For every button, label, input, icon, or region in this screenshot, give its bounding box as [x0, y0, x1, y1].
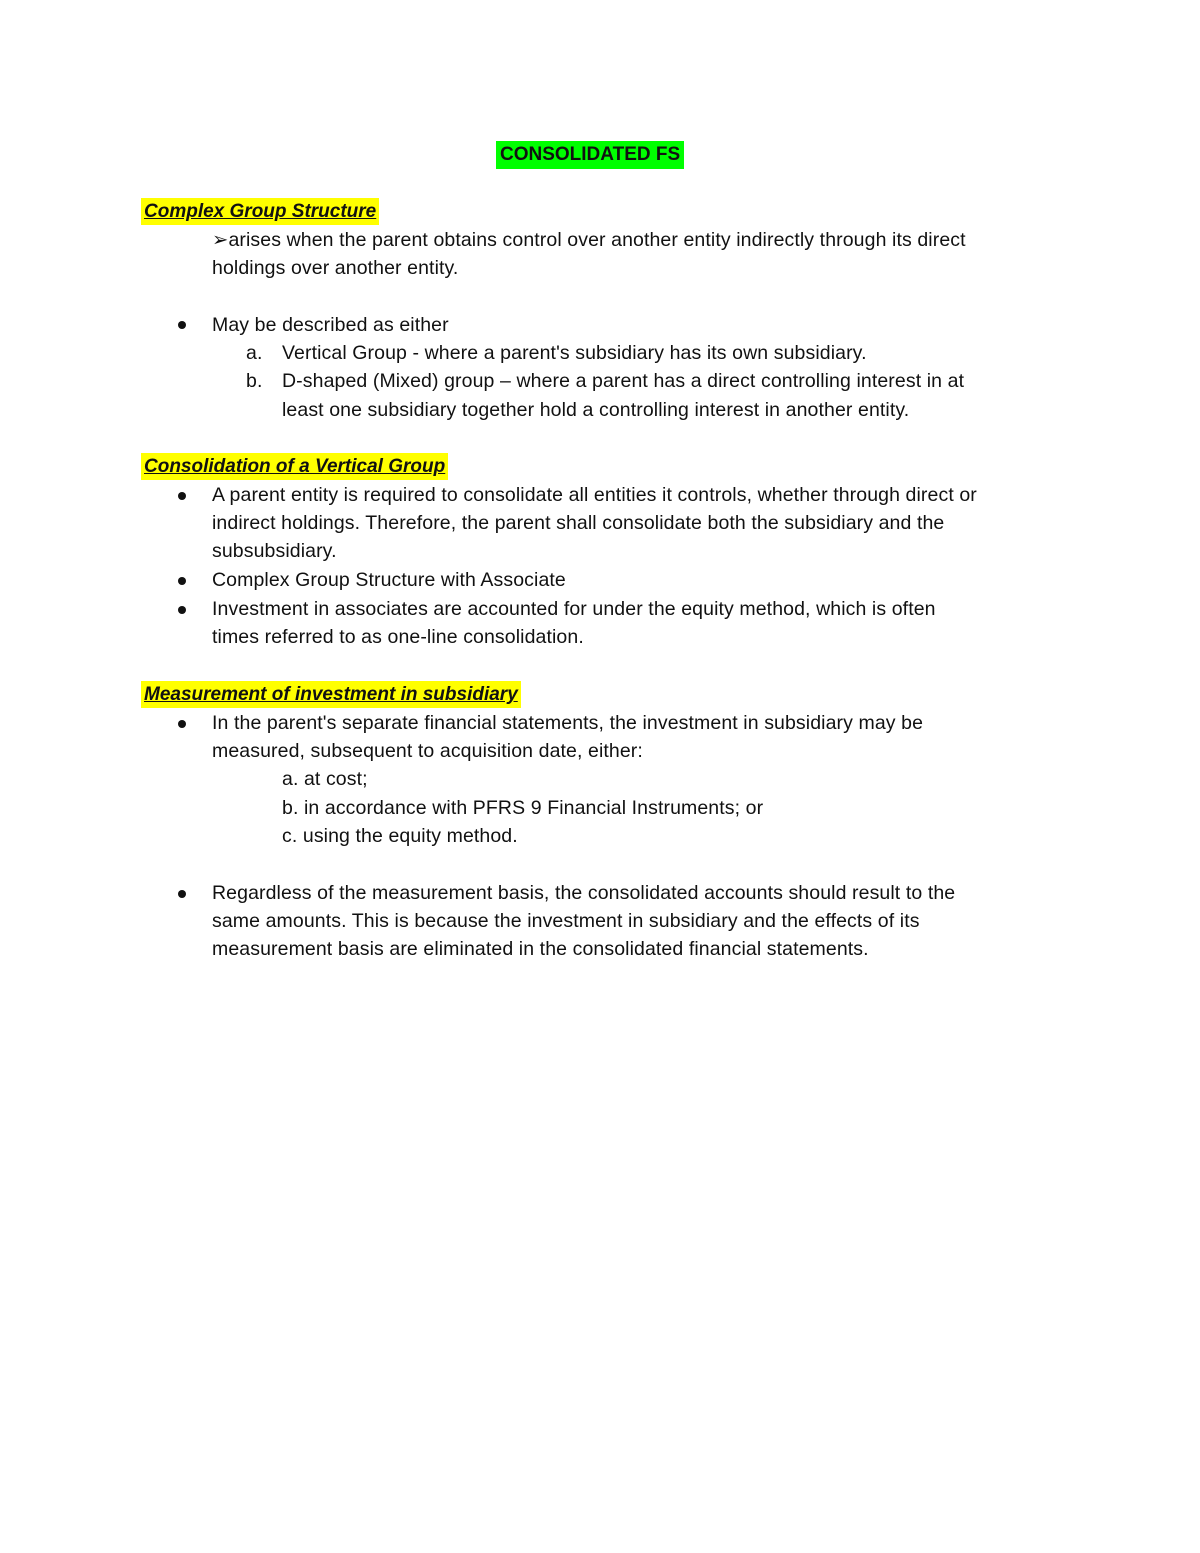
list-item: Complex Group Structure with Associate: [212, 569, 566, 591]
bullet-icon: [178, 492, 186, 500]
section-heading-consolidation-vertical-group: Consolidation of a Vertical Group: [141, 453, 448, 480]
list-item: Regardless of the measurement basis, the consolidated accounts should result to the: [212, 882, 956, 904]
sub-item: a. at cost;: [282, 768, 368, 790]
list-item: indirect holdings. Therefore, the parent shall consolidate both the subsidiary and the: [212, 512, 945, 534]
bullet-icon: [178, 321, 186, 329]
list-item: same amounts. This is because the investment in subsidiary and the effects of its: [212, 910, 920, 932]
list-item: subsubsidiary.: [212, 540, 337, 562]
section-heading-complex-group-structure: Complex Group Structure: [141, 198, 379, 225]
list-item: Investment in associates are accounted for under the equity method, which is often: [212, 598, 936, 620]
list-item: measurement basis are eliminated in the consolidated financial statements.: [212, 938, 869, 960]
list-item: measured, subsequent to acquisition date, either:: [212, 740, 643, 762]
arrow-item-line: holdings over another entity.: [212, 257, 459, 279]
section-heading-measurement-investment: Measurement of investment in subsidiary: [141, 681, 521, 708]
document-title: CONSOLIDATED FS: [496, 141, 684, 169]
sub-item: c. using the equity method.: [282, 825, 518, 847]
sub-item: least one subsidiary together hold a controlling interest in another entity.: [282, 399, 910, 421]
arrow-item-line: ➢arises when the parent obtains control over another entity indirectly through its direct: [212, 229, 966, 251]
bullet-icon: [178, 577, 186, 585]
list-item: In the parent's separate financial statements, the investment in subsidiary may be: [212, 712, 924, 734]
sub-item-marker: b.: [246, 370, 263, 392]
sub-item-marker: a.: [246, 342, 263, 364]
bullet-icon: [178, 720, 186, 728]
list-item: May be described as either: [212, 314, 449, 336]
sub-item: D-shaped (Mixed) group – where a parent has a direct controlling interest in at: [282, 370, 965, 392]
sub-item: b. in accordance with PFRS 9 Financial Instruments; or: [282, 797, 764, 819]
sub-item: Vertical Group - where a parent's subsidiary has its own subsidiary.: [282, 342, 867, 364]
list-item: times referred to as one-line consolidation.: [212, 626, 584, 648]
bullet-icon: [178, 890, 186, 898]
list-item: A parent entity is required to consolidate all entities it controls, whether through direct or: [212, 484, 977, 506]
bullet-icon: [178, 606, 186, 614]
